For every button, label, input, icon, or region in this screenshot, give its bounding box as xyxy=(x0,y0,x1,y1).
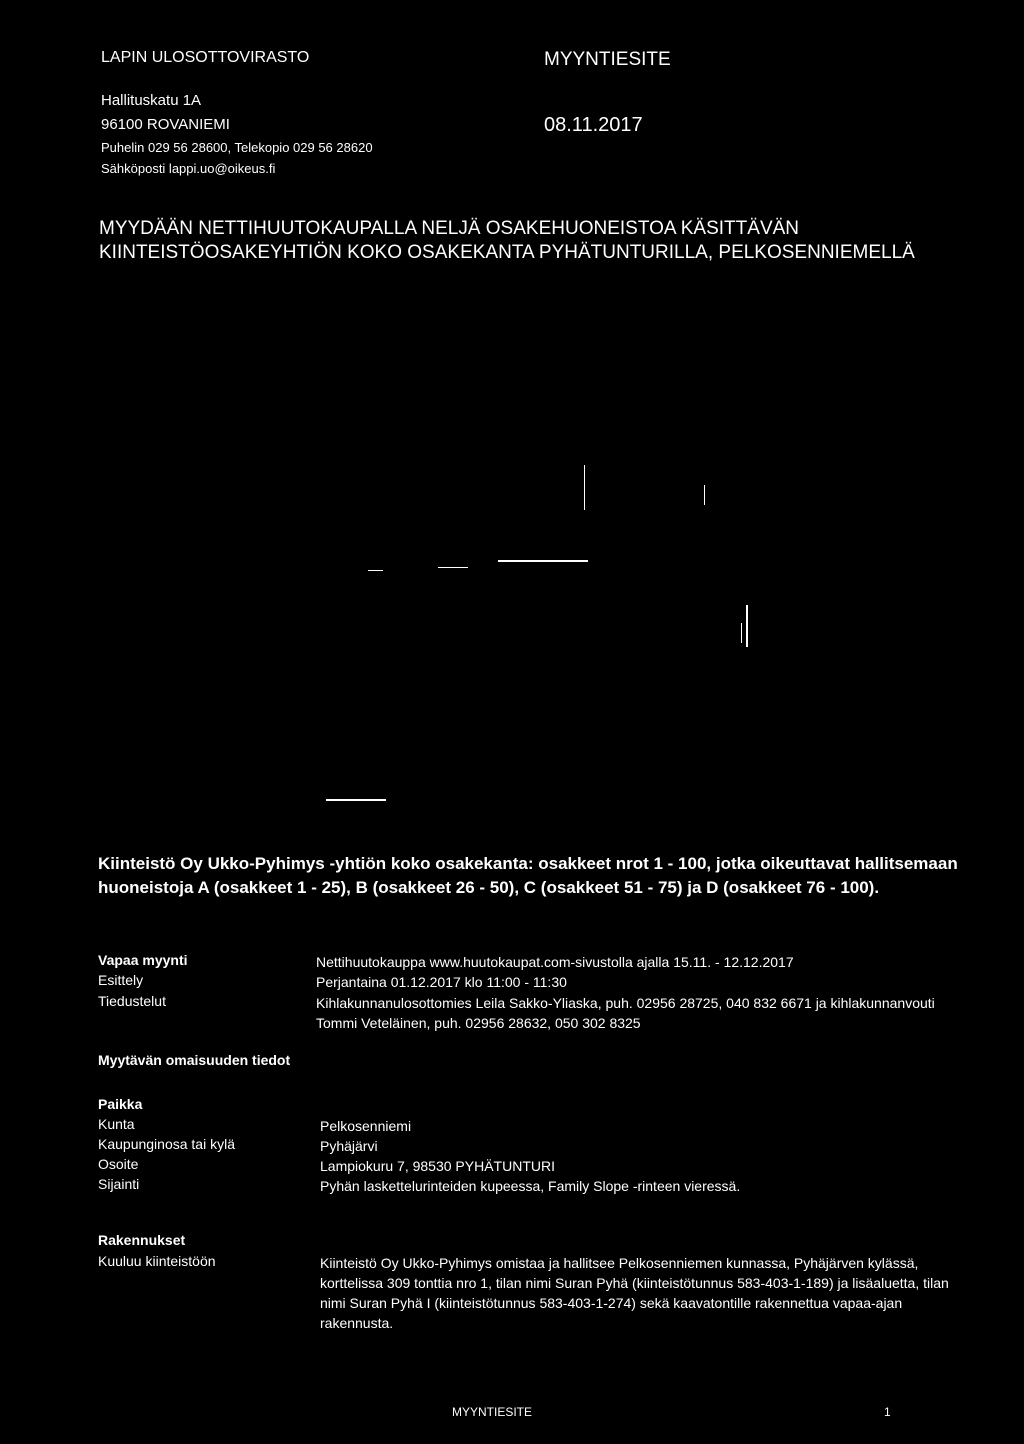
photo-artifact-line xyxy=(741,623,742,643)
photo-artifact-line xyxy=(704,485,705,505)
document-type: MYYNTIESITE xyxy=(544,49,671,70)
photo-artifact-line xyxy=(326,799,386,801)
photo-artifact-line xyxy=(746,605,748,647)
photo-artifact-line xyxy=(368,570,383,571)
municipality-value: Pelkosenniemi xyxy=(320,1118,412,1134)
sale-summary: Kiinteistö Oy Ukko-Pyhimys -yhtiön koko osakekanta: osakkeet nrot 1 - 100, jotka oikeuttavat hallitsemaan huoneistoja A (osakkeet 1 - 25), B (osakkeet 26 - 50), C (osakkeet 51 - 75) ja D (osakkeet 76 - 100). xyxy=(98,854,958,897)
photo-artifact-line xyxy=(584,465,585,510)
buildings-label: Kuuluu kiinteistöön xyxy=(98,1253,216,1269)
property-photo xyxy=(98,305,928,825)
street-address: Hallituskatu 1A xyxy=(101,92,202,109)
postal-address: 96100 ROVANIEMI xyxy=(101,116,230,133)
inquiries-value: Kihlakunnanulosottomies Leila Sakko-Yliaska, puh. 02956 28725, 040 832 6671 ja kihlakunnanvouti Tommi Veteläinen, puh. 02956 28632, 050 302 8325 xyxy=(316,995,935,1031)
site-value: Pyhän laskettelurinteiden kupeessa, Family Slope -rinteen vieressä. xyxy=(320,1178,741,1194)
sale-method-value: Nettihuutokauppa www.huutokaupat.com-sivustolla ajalla 15.11. - 12.12.2017 xyxy=(316,954,794,970)
photo-artifact-line xyxy=(498,560,588,562)
viewing-label: Esittely xyxy=(98,972,144,988)
village-value: Pyhäjärvi xyxy=(320,1138,378,1154)
address-label: Osoite xyxy=(98,1156,139,1172)
organization-name: LAPIN ULOSOTTOVIRASTO xyxy=(101,49,310,66)
viewing-value: Perjantaina 01.12.2017 klo 11:00 - 11:30 xyxy=(316,974,567,990)
address-value: Lampiokuru 7, 98530 PYHÄTUNTURI xyxy=(320,1158,555,1174)
footer-title: MYYNTIESITE xyxy=(452,1405,533,1419)
page-number: 1 xyxy=(884,1405,891,1419)
property-details-heading: Myytävän omaisuuden tiedot xyxy=(98,1052,291,1068)
buildings-heading: Rakennukset xyxy=(98,1232,186,1248)
sale-method-label: Vapaa myynti xyxy=(98,952,188,968)
site-label: Sijainti xyxy=(98,1176,140,1192)
village-label: Kaupunginosa tai kylä xyxy=(98,1136,235,1152)
document-date: 08.11.2017 xyxy=(544,114,643,136)
location-heading: Paikka xyxy=(98,1096,143,1112)
municipality-label: Kunta xyxy=(98,1116,135,1132)
photo-artifact-line xyxy=(438,567,468,568)
inquiries-label: Tiedustelut xyxy=(98,993,166,1009)
email-info: Sähköposti lappi.uo@oikeus.fi xyxy=(101,161,276,176)
page-title: MYYDÄÄN NETTIHUUTOKAUPALLA NELJÄ OSAKEHUONEISTOA KÄSITTÄVÄN KIINTEISTÖOSAKEYHTIÖN KOKO OSAKEKANTA PYHÄTUNTURILLA, PELKOSENNIEMELLÄ xyxy=(99,218,915,263)
phone-info: Puhelin 029 56 28600, Telekopio 029 56 28620 xyxy=(101,140,373,155)
buildings-value: Kiinteistö Oy Ukko-Pyhimys omistaa ja hallitsee Pelkosenniemen kunnassa, Pyhäjärven kylässä, korttelissa 309 tonttia nro 1, tilan nimi Suran Pyhä (kiinteistötunnus 583-403-1-189) ja lisäaluetta, tilan nimi Suran Pyhä I (kiinteistötunnus 583-403-1-274) sekä kaavatontille rakennettua vapaa-ajan rakennusta. xyxy=(320,1255,949,1331)
